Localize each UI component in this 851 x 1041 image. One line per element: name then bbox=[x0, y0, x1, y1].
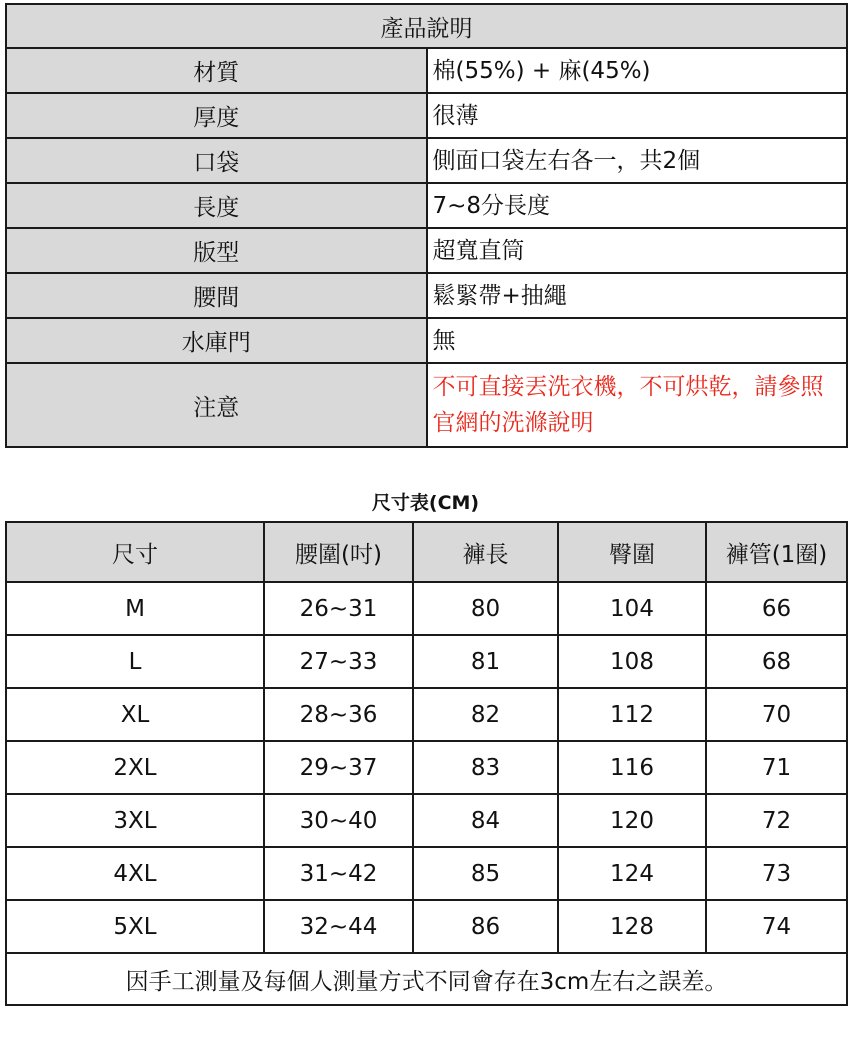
size-cell: 4XL bbox=[6, 847, 264, 900]
size-chart-table bbox=[5, 521, 848, 1006]
spec-row-length bbox=[6, 183, 847, 228]
column-header-hip: 臀圍 bbox=[558, 522, 706, 582]
table-row bbox=[6, 794, 847, 847]
column-header-leg-opening: 褲管(1圈) bbox=[706, 522, 847, 582]
spec-label: 口袋 bbox=[6, 138, 427, 183]
care-warning-text: 不可直接丟洗衣機，不可烘乾，請參照官網的洗滌說明 bbox=[427, 363, 848, 447]
spec-row-fly bbox=[6, 318, 847, 363]
spec-label: 版型 bbox=[6, 228, 427, 273]
spec-row-notice bbox=[6, 363, 847, 447]
hip-cell: 112 bbox=[558, 688, 706, 741]
measurement-note: 因手工測量及每個人測量方式不同會存在3cm左右之誤差。 bbox=[6, 953, 847, 1005]
leg-opening-cell: 71 bbox=[706, 741, 847, 794]
length-cell: 84 bbox=[413, 794, 558, 847]
leg-opening-cell: 70 bbox=[706, 688, 847, 741]
leg-opening-cell: 73 bbox=[706, 847, 847, 900]
hip-cell: 124 bbox=[558, 847, 706, 900]
leg-opening-cell: 68 bbox=[706, 635, 847, 688]
spec-value: 超寬直筒 bbox=[427, 228, 848, 273]
size-cell: 5XL bbox=[6, 900, 264, 953]
length-cell: 80 bbox=[413, 582, 558, 635]
table-row bbox=[6, 900, 847, 953]
spec-value: 棉(55%) + 麻(45%) bbox=[427, 48, 848, 93]
length-cell: 81 bbox=[413, 635, 558, 688]
hip-cell: 104 bbox=[558, 582, 706, 635]
table-row bbox=[6, 635, 847, 688]
waist-cell: 31~42 bbox=[264, 847, 413, 900]
spec-value: 無 bbox=[427, 318, 848, 363]
table-row bbox=[6, 741, 847, 794]
column-header-size: 尺寸 bbox=[6, 522, 264, 582]
product-table-title: 產品說明 bbox=[6, 4, 847, 48]
spec-row-material bbox=[6, 48, 847, 93]
leg-opening-cell: 72 bbox=[706, 794, 847, 847]
table-row bbox=[6, 688, 847, 741]
length-cell: 85 bbox=[413, 847, 558, 900]
table-row bbox=[6, 847, 847, 900]
spec-label: 水庫門 bbox=[6, 318, 427, 363]
hip-cell: 128 bbox=[558, 900, 706, 953]
length-cell: 86 bbox=[413, 900, 558, 953]
spec-row-waist bbox=[6, 273, 847, 318]
leg-opening-cell: 66 bbox=[706, 582, 847, 635]
waist-cell: 27~33 bbox=[264, 635, 413, 688]
waist-cell: 26~31 bbox=[264, 582, 413, 635]
spec-label: 注意 bbox=[6, 363, 427, 447]
spec-value: 鬆緊帶+抽繩 bbox=[427, 273, 848, 318]
hip-cell: 116 bbox=[558, 741, 706, 794]
size-chart-header-row bbox=[6, 522, 847, 582]
waist-cell: 30~40 bbox=[264, 794, 413, 847]
hip-cell: 120 bbox=[558, 794, 706, 847]
spec-label: 腰間 bbox=[6, 273, 427, 318]
size-cell: 2XL bbox=[6, 741, 264, 794]
leg-opening-cell: 74 bbox=[706, 900, 847, 953]
table-row bbox=[6, 582, 847, 635]
size-cell: 3XL bbox=[6, 794, 264, 847]
spec-label: 厚度 bbox=[6, 93, 427, 138]
column-header-waist: 腰圍(吋) bbox=[264, 522, 413, 582]
spec-row-thickness bbox=[6, 93, 847, 138]
length-cell: 83 bbox=[413, 741, 558, 794]
size-cell: M bbox=[6, 582, 264, 635]
spec-row-pocket bbox=[6, 138, 847, 183]
product-description-table bbox=[5, 3, 848, 448]
spec-value: 側面口袋左右各一，共2個 bbox=[427, 138, 848, 183]
waist-cell: 29~37 bbox=[264, 741, 413, 794]
spec-label: 材質 bbox=[6, 48, 427, 93]
hip-cell: 108 bbox=[558, 635, 706, 688]
waist-cell: 32~44 bbox=[264, 900, 413, 953]
size-chart-title: 尺寸表(CM) bbox=[371, 492, 480, 514]
size-cell: L bbox=[6, 635, 264, 688]
measurement-note-row bbox=[6, 953, 847, 1005]
waist-cell: 28~36 bbox=[264, 688, 413, 741]
length-cell: 82 bbox=[413, 688, 558, 741]
size-cell: XL bbox=[6, 688, 264, 741]
spec-value: 7~8分長度 bbox=[427, 183, 848, 228]
column-header-length: 褲長 bbox=[413, 522, 558, 582]
spec-row-fit bbox=[6, 228, 847, 273]
spec-value: 很薄 bbox=[427, 93, 848, 138]
spec-label: 長度 bbox=[6, 183, 427, 228]
